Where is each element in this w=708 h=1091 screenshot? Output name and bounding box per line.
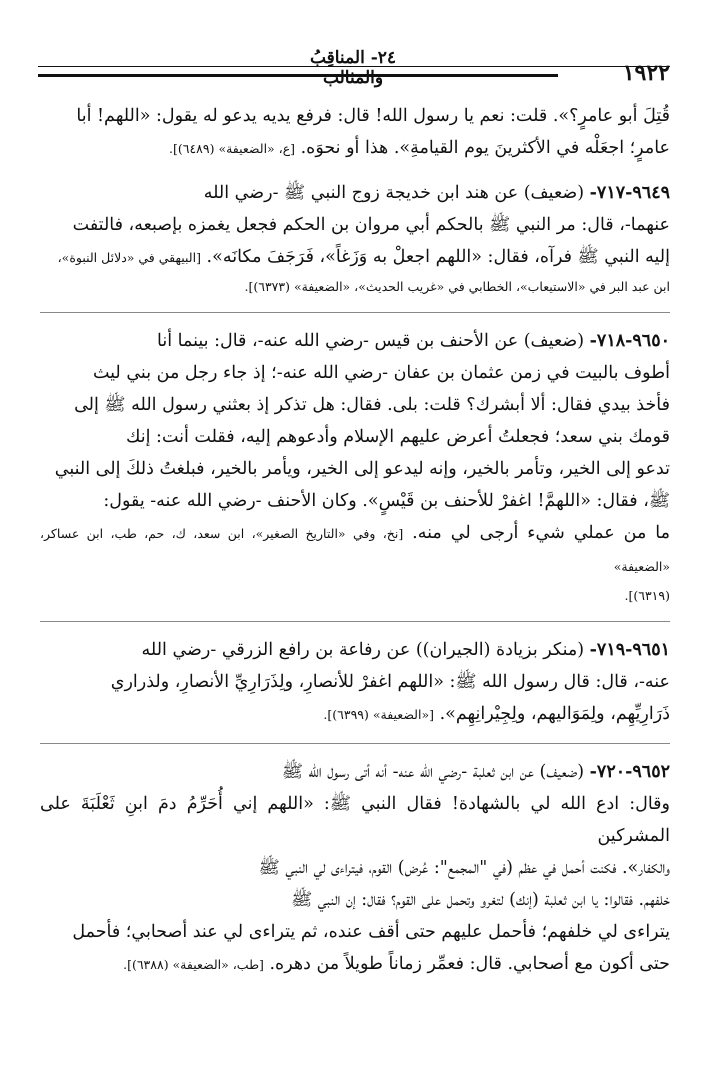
source-reference: [البيهقي في «دلائل النبوة»، <box>57 250 201 265</box>
source-reference: [نخ، وفي «التاريخ الصغير»، ابن سعد، ك، حم، طب، ابن عساكر، «الضعيفة» <box>40 526 670 574</box>
entry-line: ﷺ، فقال: «اللهمَّ! اغفرْ للأحنف بن قَيْسٍ». وكان الأحنف -رضي الله عنه- يقول: <box>103 491 670 511</box>
page-header <box>38 48 670 88</box>
entry-line-text: (منكر بزيادة (الجيران)) عن رفاعة بن رافع الزرقي -رضي الله <box>141 640 585 660</box>
page-content <box>40 100 670 993</box>
entry-line: قُتِلَ أبو عامرٍ؟». قلت: نعم يا رسول الله! قال: فرفع يديه يدعو له يقول: «اللهم! أبا <box>76 106 670 126</box>
entry-line <box>40 177 670 209</box>
hadith-entry-9650 <box>40 325 670 609</box>
source-reference: [ع، «الضعيفة» (٦٤٨٩)]. <box>169 141 296 156</box>
entry-line: يتراءى لي خلفهم؛ فأحمل عليهم حتى أقف عنده، ثم يتراءى لي عند أصحابي؛ فأحمل <box>72 922 670 942</box>
entry-line: قومك بني سعد؛ فجعلتُ أعرض عليهم الإسلام وأدعوهم إليه، فقلت أنت: إنك <box>126 427 670 447</box>
source-reference-line: (٦٣١٩)]. <box>624 588 670 603</box>
entry-line <box>40 698 670 731</box>
entry-line: عنه-، قال: قال رسول الله ﷺ: «اللهم اغفرْ للأنصارِ، ولِذَرَارِيِّ الأنصارِ، ولذراري <box>110 672 670 692</box>
entry-line <box>40 132 670 165</box>
entry-line-text: (ضعيف) عن الأحنف بن قيس -رضي الله عنه-، قال: بينما أنا <box>157 331 585 351</box>
entry-line <box>40 948 670 981</box>
entry-line-text: عامرٍ؛ اجعَلْه في الأكثرينَ يوم القيامةِ». هذا أو نحوَه. <box>300 138 670 158</box>
entry-line: وقال: ادع الله لي بالشهادة! فقال النبي ﷺ: «اللهم إني أُحَرِّمُ دمَ ابنِ ثَعْلَبَةَ على المشركين <box>40 794 670 846</box>
entry-line <box>40 325 670 357</box>
entry-line: أطوف بالبيت في زمن عثمان بن عفان -رضي الله عنه-؛ إذ جاء رجل من بني ليث <box>92 363 670 383</box>
entry-line <box>40 634 670 666</box>
entry-line-text: إليه النبي ﷺ فرآه، فقال: «اللهم اجعلْ به وَزَغاً»، فَرَجَفَ مكانَه». <box>206 247 670 267</box>
entry-line <box>40 756 670 788</box>
hadith-entry-continuation <box>40 100 670 165</box>
section-divider <box>40 621 670 622</box>
section-divider <box>40 312 670 313</box>
entry-line <box>40 517 670 583</box>
entry-line: والكفار». فكنت أحمل في عظم (في "المجمع": عُرض) القوم، فيتراءى لي النبي ﷺ <box>258 858 670 878</box>
hadith-entry-9652 <box>40 756 670 981</box>
hadith-entry-9651 <box>40 634 670 731</box>
entry-line: عنهما-، قال: مر النبي ﷺ بالحكم أبي مروان بن الحكم فجعل يغمزه بإصبعه، فالتفت <box>72 215 670 235</box>
entry-line: خلفهم. فقالوا: يا ابن ثعلبة (إنك) لتغرو وتحمل على القوم؟ فقال: إن النبي ﷺ <box>291 890 670 910</box>
entry-line <box>40 241 670 274</box>
source-reference-line: ابن عبد البر في «الاستيعاب»، الخطابي في «غريب الحديث»، «الضعيفة» (٦٣٧٣)]. <box>244 279 670 294</box>
running-title: ٢٤- المناقِبُ والمثالب <box>309 48 397 88</box>
entry-line: فأخذ بيدي فقال: ألا أبشرك؟ قلت: بلى. فقال: هل تذكر إذ بعثني رسول الله ﷺ إلى <box>74 395 670 415</box>
hadith-number: ٩٦٥١-٧١٩- <box>589 640 670 660</box>
hadith-number: ٩٦٥٢-٧٢٠- <box>589 762 670 782</box>
page-number: ١٩٢٢ <box>622 60 670 86</box>
entry-line-text: (ضعيف) عن ابن ثعلبة -رضي الله عنه- أنه أتى رسول الله ﷺ <box>281 762 585 782</box>
header-rule-thick <box>38 74 558 77</box>
source-reference: [«الضعيفة» (٦٣٩٩)]. <box>323 707 434 722</box>
entry-line-text: ما من عملي شيء أرجى لي منه. <box>412 523 670 543</box>
source-reference: [طب، «الضعيفة» (٦٣٨٨)]. <box>123 957 264 972</box>
entry-line-text: (ضعيف) عن هند ابن خديجة زوج النبي ﷺ -رضي الله <box>203 183 585 203</box>
entry-line-text: ذَرَارِيِّهِم، ولِمَوَاليهم، ولِجِيْرانِهِم». <box>439 704 670 724</box>
entry-line: تدعو إلى الخير، وتأمر بالخير، وإنه ليدعو إلى الخير، ويأمر بالخير، فبلغتُ ذلكَ إلى النبي <box>54 459 670 479</box>
hadith-number: ٩٦٤٩-٧١٧- <box>589 183 670 203</box>
section-divider <box>40 743 670 744</box>
entry-line-text: حتى أكون مع أصحابي. قال: فعمِّر زماناً طويلاً من دهره. <box>269 954 670 974</box>
hadith-entry-9649 <box>40 177 670 300</box>
hadith-number: ٩٦٥٠-٧١٨- <box>589 331 670 351</box>
